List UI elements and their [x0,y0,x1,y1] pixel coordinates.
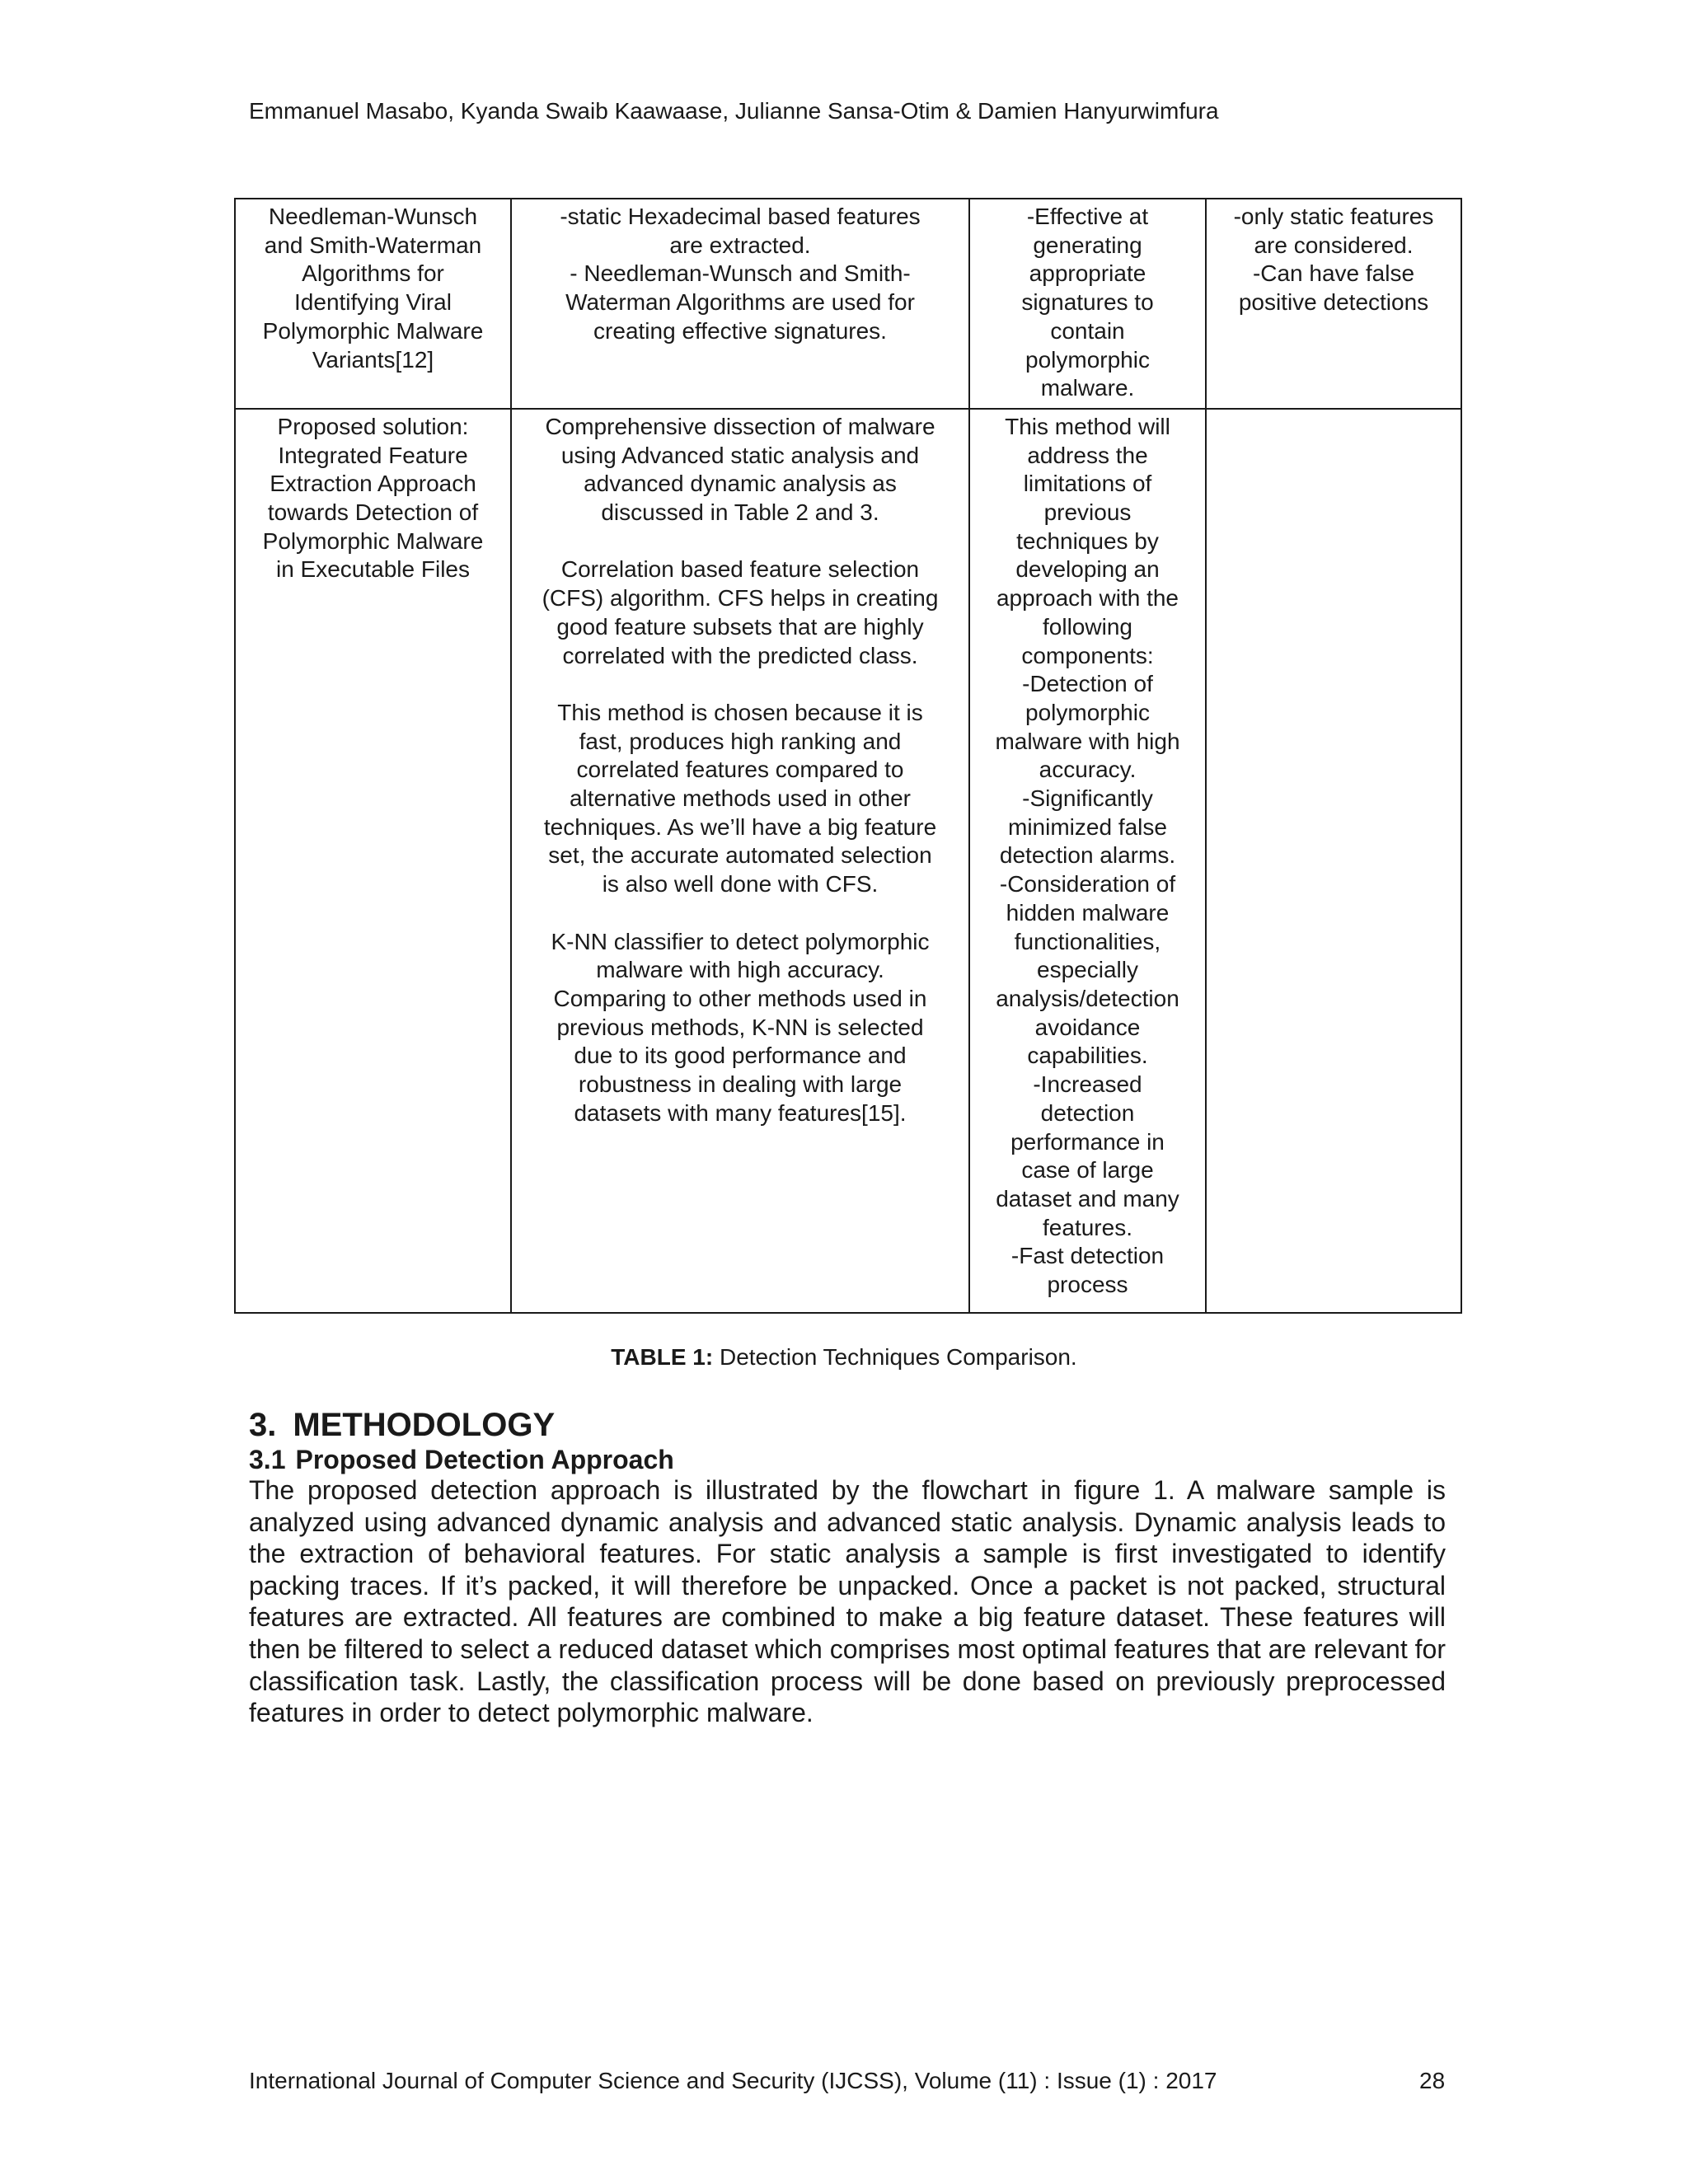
table-cell-advantages [969,199,1206,409]
cell-text: -only static features are considered. -Can have false positive detections [1233,204,1434,316]
body-paragraph: The proposed detection approach is illustrated by the flowchart in figure 1. A malware sample is analyzed using advanced dynamic analysis and advanced static analysis. Dynamic analysis leads to the extraction of behavioral features. For static analysis a sample is first investigated to identify packing traces. If it’s packed, it will therefore be unpacked. Once a packet is not packed, structural features are extracted. All features are combined to make a big feature dataset. These features will then be filtered to select a reduced dataset which comprises most optimal features that are relevant for classification task. Lastly, the classification process will be done based on previously preprocessed features in order to detect polymorphic malware. [249,1475,1446,1728]
table-cell-limitations [1206,409,1461,1313]
table-row [235,409,1461,1313]
cell-text: -Effective at generating appropriate signatures to contain polymorphic malware. [1021,204,1154,401]
table-cell-limitations [1206,199,1461,409]
cell-text: Proposed solution: Integrated Feature Extraction Approach towards Detection of Polymorphic Malware in Executable Files [262,413,484,583]
table-cell-technique [235,409,511,1313]
table-row [235,199,1461,409]
cell-text: Comprehensive dissection of malware using Advanced static analysis and advanced dynamic analysis as discussed in Table 2 and 3. Correlation based feature selection (CFS) algorithm. CFS helps in creating good feature subsets that are highly correlated with the predicted class. This method is chosen because it is fast, produces high ranking and correlated features compared to alternative methods used in other techniques. As we’ll have a big feature set, the accurate automated selection is also well done with CFS. K-NN classifier to detect polymorphic malware with high accuracy. Comparing to other methods used in previous methods, K-NN is selected due to its good performance and robustness in dealing with large datasets with many features[15]. [542,413,939,1126]
running-header: Emmanuel Masabo, Kyanda Swaib Kaawaase, Julianne Sansa-Otim & Damien Hanyurwimfura [249,98,1219,124]
table-caption-text: Detection Techniques Comparison. [713,1344,1077,1370]
page-number: 28 [1419,2068,1446,2093]
section-title: METHODOLOGY [293,1407,556,1443]
running-footer: International Journal of Computer Science and Security (IJCSS), Volume (11) : Issue (1) : 2017 [249,2068,1217,2093]
table-cell-description [511,199,969,409]
comparison-table [234,198,1462,1314]
section-heading [249,1405,555,1445]
table-cell-advantages [969,409,1206,1313]
cell-text: This method will address the limitations of previous techniques by developing an approach with the following components: -Detection of polymorphic malware with high accuracy. -Significantly minimized false detection alarms. -Consideration of hidden malware functionalities, especially analysis/detection avoidance capabilities. -Increased detection performance in case of large dataset and many features. -Fast detection process [995,413,1180,1298]
table-cell-technique [235,199,511,409]
cell-text: Needleman-Wunsch and Smith-Waterman Algorithms for Identifying Viral Polymorphic Malware Variants[12] [262,204,484,373]
section-number: 3. [249,1407,277,1443]
subsection-number: 3.1 [249,1445,286,1474]
subsection-title: Proposed Detection Approach [295,1445,674,1474]
subsection-heading [249,1444,674,1475]
table-caption-label: TABLE 1: [611,1344,714,1370]
cell-text: -static Hexadecimal based features are extracted. - Needleman-Wunsch and Smith- Waterman Algorithms are used for creating effective signatures. [560,204,921,344]
table-caption [0,1343,1688,1371]
table-cell-description [511,409,969,1313]
